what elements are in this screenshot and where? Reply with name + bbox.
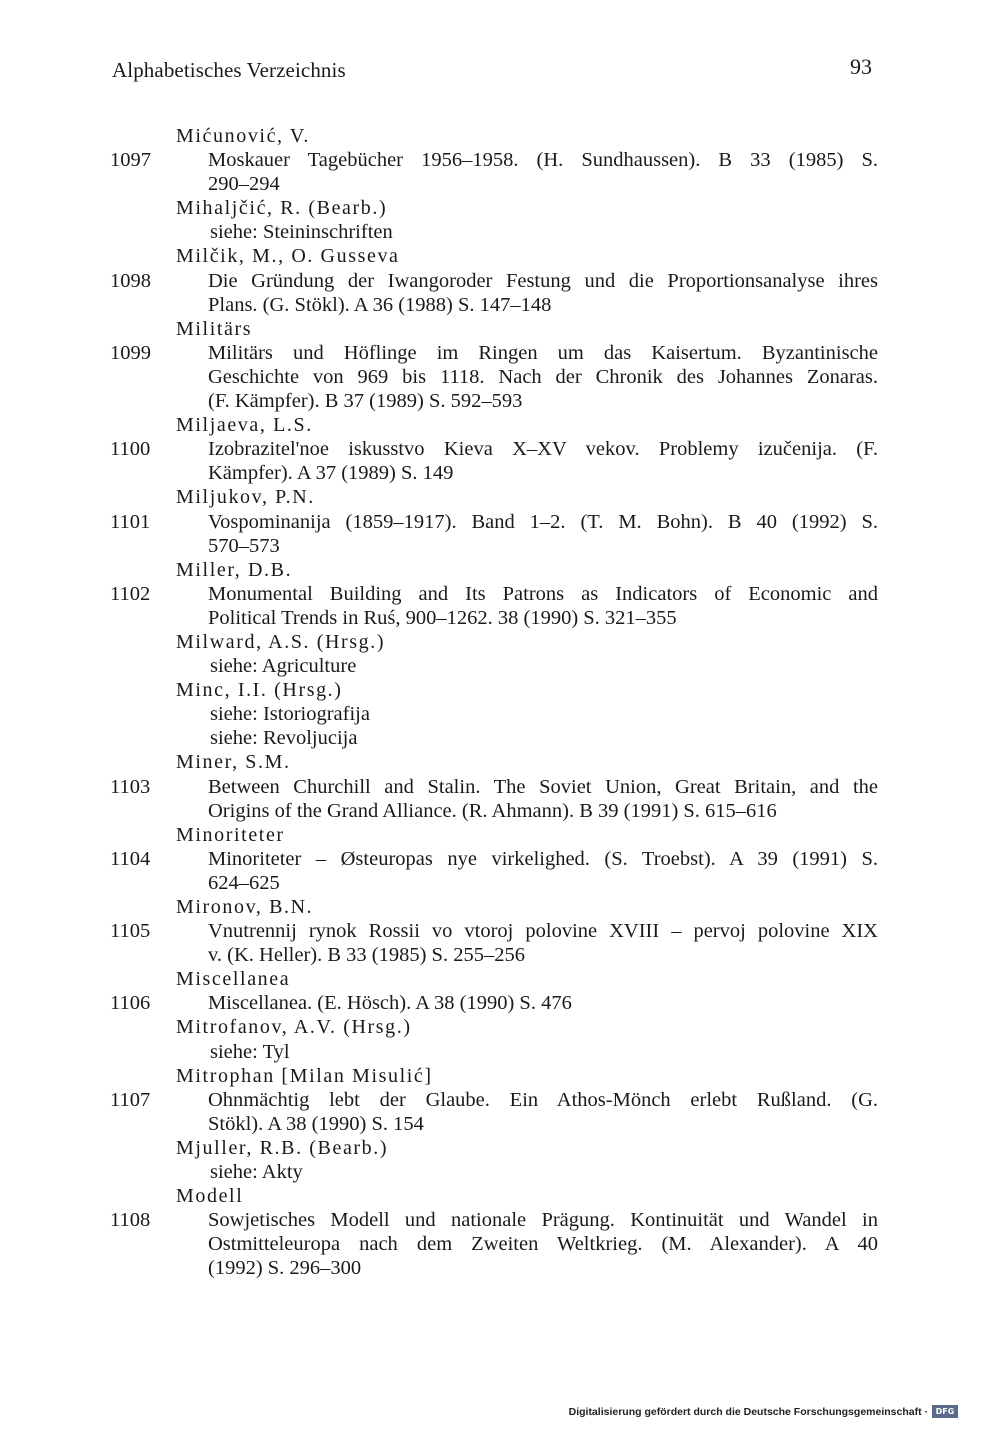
entry-text: Kämpfer). A 37 (1989) S. 149 (208, 462, 454, 485)
running-title: Alphabetisches Verzeichnis (112, 58, 346, 82)
entry-heading (110, 1064, 878, 1088)
entry-line (110, 847, 878, 871)
entry-line (110, 582, 878, 606)
entry-line (110, 341, 878, 365)
entry-heading (110, 1184, 878, 1208)
entry-text: 624–625 (208, 871, 280, 894)
entry-text: Origins of the Grand Alliance. (R. Ahmann). B 39 (1991) S. 615–616 (208, 799, 777, 822)
entry-text: Between Churchill and Stalin. The Soviet Union, Great Britain, and the (208, 775, 878, 798)
heading-text: Milčik, M., O. Gusseva (176, 245, 400, 268)
heading-text: Mitrofanov, A.V. (Hrsg.) (176, 1016, 412, 1039)
heading-text: Mićunović, V. (176, 125, 310, 147)
cross-reference (110, 220, 878, 244)
heading-text: Minc, I.I. (Hrsg.) (176, 679, 343, 702)
cross-reference (110, 726, 878, 750)
entry-continuation (110, 172, 878, 196)
entry-text: Moskauer Tagebücher 1956–1958. (H. Sundhaussen). B 33 (1985) S. (208, 149, 878, 172)
footer-credit (569, 1405, 958, 1418)
entry-continuation (110, 293, 878, 317)
entry-number: 1097 (110, 149, 151, 172)
entry-heading (110, 967, 878, 991)
cross-reference-text: siehe: Agriculture (210, 655, 357, 678)
entry-text: Monumental Building and Its Patrons as Indicators of Economic and (208, 582, 878, 605)
heading-text: Mjuller, R.B. (Bearb.) (176, 1136, 389, 1159)
heading-text: Mironov, B.N. (176, 896, 314, 918)
entry-text: Geschichte von 969 bis 1118. Nach der Chronik des Johannes Zonaras. (208, 365, 878, 388)
cross-reference (110, 654, 878, 678)
entry-text: (1992) S. 296–300 (208, 1257, 362, 1280)
entry-line (110, 919, 878, 943)
entry-heading (110, 895, 878, 919)
entry-number: 1098 (110, 269, 151, 292)
entry-continuation (110, 871, 878, 895)
entry-line (110, 1208, 878, 1232)
entry-number: 1108 (110, 1209, 151, 1232)
page-number: 93 (850, 54, 872, 79)
entry-number: 1103 (110, 775, 151, 798)
entry-heading (110, 124, 878, 148)
entry-line (110, 437, 878, 461)
cross-reference-text: siehe: Istoriografija (210, 703, 370, 726)
page-header (112, 54, 872, 88)
heading-text: Modell (176, 1185, 244, 1208)
entry-continuation (110, 1112, 878, 1136)
cross-reference (110, 702, 878, 726)
entry-heading (110, 558, 878, 582)
entry-heading (110, 750, 878, 774)
dfg-logo-icon: DFG (932, 1405, 958, 1418)
entry-text: Vospominanija (1859–1917). Band 1–2. (T. M. Bohn). B 40 (1992) S. (208, 510, 878, 533)
entry-heading (110, 1015, 878, 1039)
cross-reference-text: siehe: Tyl (210, 1040, 290, 1063)
entry-continuation (110, 606, 878, 630)
entry-text: Sowjetisches Modell und nationale Prägung. Kontinuität und Wandel in (208, 1209, 878, 1232)
entry-number: 1106 (110, 992, 151, 1015)
entry-heading (110, 823, 878, 847)
entry-text: Ostmitteleuropa nach dem Zweiten Weltkrieg. (M. Alexander). A 40 (208, 1233, 878, 1256)
entry-number: 1105 (110, 920, 151, 943)
index-entries (110, 124, 878, 1281)
entry-text: Stökl). A 38 (1990) S. 154 (208, 1112, 424, 1135)
entry-number: 1107 (110, 1088, 151, 1111)
heading-text: Miller, D.B. (176, 558, 293, 581)
cross-reference-text: siehe: Steininschriften (210, 221, 393, 244)
entry-text: 290–294 (208, 173, 280, 196)
heading-text: Mihaljčić, R. (Bearb.) (176, 197, 388, 220)
entry-number: 1100 (110, 438, 151, 461)
entry-number: 1104 (110, 847, 151, 870)
entry-number: 1101 (110, 510, 151, 533)
heading-text: Milward, A.S. (Hrsg.) (176, 630, 386, 653)
entry-number: 1102 (110, 582, 151, 605)
entry-heading (110, 413, 878, 437)
entry-text: Izobrazitel'noe iskusstvo Kieva X–XV vekov. Problemy izučenija. (F. (208, 438, 878, 461)
entry-heading (110, 485, 878, 509)
entry-continuation (110, 365, 878, 389)
entry-heading (110, 196, 878, 220)
heading-text: Miljaeva, L.S. (176, 414, 313, 437)
entry-heading (110, 1136, 878, 1160)
heading-text: Minoriteter (176, 823, 285, 846)
heading-text: Miljukov, P.N. (176, 486, 315, 509)
cross-reference (110, 1040, 878, 1064)
entry-text: Miscellanea. (E. Hösch). A 38 (1990) S. 476 (208, 992, 572, 1015)
entry-number: 1099 (110, 341, 151, 364)
entry-text: Political Trends in Ruś, 900–1262. 38 (1990) S. 321–355 (208, 606, 677, 629)
entry-heading (110, 244, 878, 268)
entry-text: (F. Kämpfer). B 37 (1989) S. 592–593 (208, 390, 523, 413)
entry-text: Plans. (G. Stökl). A 36 (1988) S. 147–148 (208, 293, 552, 316)
entry-line (110, 510, 878, 534)
entry-heading (110, 630, 878, 654)
heading-text: Militärs (176, 317, 253, 340)
entry-line (110, 1088, 878, 1112)
cross-reference-text: siehe: Akty (210, 1161, 303, 1184)
heading-text: Mitrophan [Milan Misulić] (176, 1064, 433, 1087)
entry-continuation (110, 461, 878, 485)
entry-text: Militärs und Höflinge im Ringen um das Kaisertum. Byzantinische (208, 341, 878, 364)
entry-continuation (110, 1232, 878, 1256)
entry-line (110, 775, 878, 799)
entry-line (110, 991, 878, 1015)
entry-line (110, 148, 878, 172)
entry-continuation (110, 799, 878, 823)
cross-reference (110, 1160, 878, 1184)
entry-text: Ohnmächtig lebt der Glaube. Ein Athos-Mönch erlebt Rußland. (G. (208, 1088, 878, 1111)
entry-line (110, 269, 878, 293)
entry-continuation (110, 943, 878, 967)
heading-text: Miner, S.M. (176, 751, 291, 774)
entry-text: Die Gründung der Iwangoroder Festung und die Proportionsanalyse ihres (208, 269, 878, 292)
entry-text: 570–573 (208, 534, 280, 557)
entry-text: Minoriteter – Østeuropas nye virkelighed. (S. Troebst). A 39 (1991) S. (208, 847, 878, 870)
cross-reference-text: siehe: Revoljucija (210, 727, 358, 750)
heading-text: Miscellanea (176, 968, 291, 991)
footer-text: Digitalisierung gefördert durch die Deutsche Forschungsgemeinschaft · (568, 1405, 928, 1418)
entry-continuation (110, 389, 878, 413)
entry-heading (110, 678, 878, 702)
entry-text: Vnutrennij rynok Rossii vo vtoroj polovine XVIII – pervoj polovine XIX (208, 920, 878, 943)
entry-heading (110, 317, 878, 341)
entry-continuation (110, 1256, 878, 1280)
entry-text: v. (K. Heller). B 33 (1985) S. 255–256 (208, 944, 525, 967)
entry-continuation (110, 534, 878, 558)
